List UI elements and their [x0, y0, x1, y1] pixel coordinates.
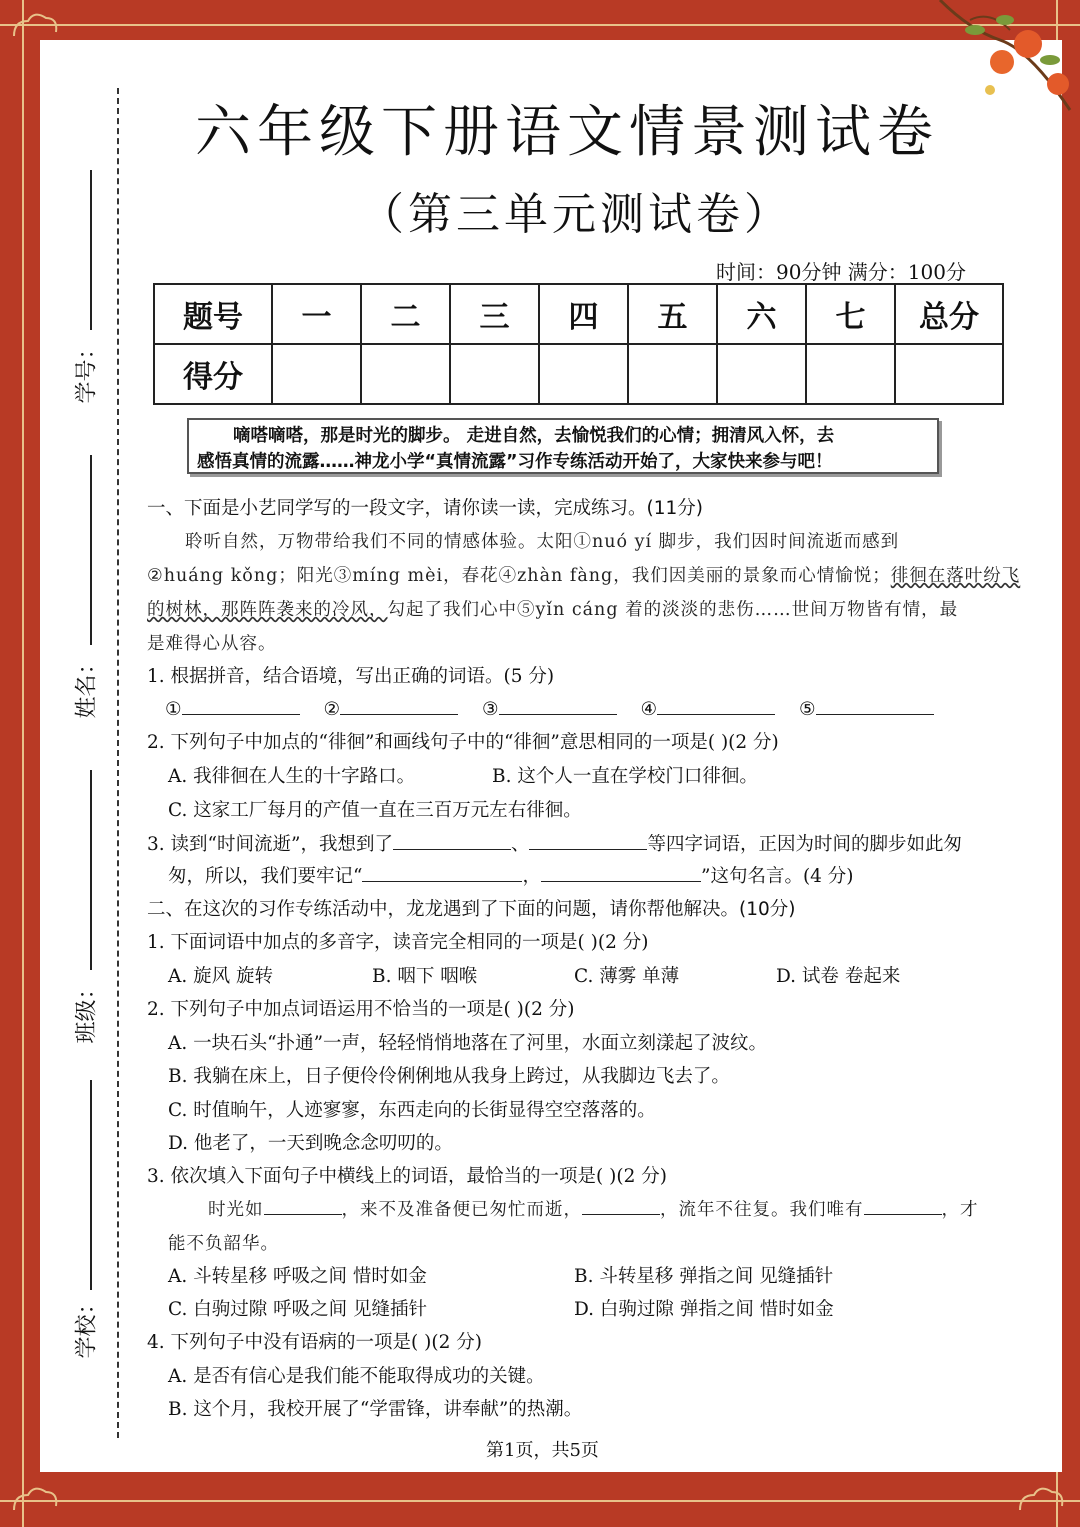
section2-heading: 二、在这次的习作专练活动中，龙龙遇到了下面的问题，请你帮他解决。(10分): [147, 899, 796, 920]
intro-line: 感悟真情的流露……神龙小学“真情流露”习作专练活动开始了，大家快来参与吧！: [197, 452, 833, 472]
option-c: C. 白驹过隙 呼吸之间 见缝插针: [168, 1299, 428, 1320]
option-b: B. 我躺在床上，日子便伶伶俐俐地从我身上跨过，从我脚边飞去了。: [168, 1066, 730, 1087]
table-cell: 总分: [895, 284, 1003, 344]
question-text: 3. 依次填入下面句子中横线上的词语，最恰当的一项是( )(2 分): [147, 1166, 667, 1187]
option-c: C. 时值晌午，人迹寥寥，东西走向的长街显得空空落落的。: [168, 1100, 656, 1121]
separator: ，: [522, 866, 541, 887]
score-table-header-row: [154, 284, 1003, 344]
gold-border-bottom: [0, 1500, 1080, 1502]
answer-blanks-row: [165, 696, 934, 720]
fill-sentence: [208, 1196, 979, 1221]
answer-blank[interactable]: [340, 696, 458, 715]
answer-blank[interactable]: [657, 696, 775, 715]
page-subtitle: （第三单元测试卷）: [360, 189, 792, 240]
table-cell: 三: [450, 284, 539, 344]
answer-blank[interactable]: [264, 1196, 342, 1215]
answer-blank[interactable]: [816, 696, 934, 715]
score-input-cell[interactable]: [628, 344, 717, 404]
student-id-label: 学号：: [74, 337, 100, 404]
score-input-cell[interactable]: [272, 344, 361, 404]
question-part: 3. 读到“时间流逝”，我想到了: [147, 834, 393, 855]
passage-line: [147, 562, 1020, 587]
sentence-part: ，才: [941, 1200, 979, 1220]
underlined-text: 的树林，那阵阵袭来的冷风，: [147, 600, 388, 620]
page-number: 第1页，共5页: [486, 1440, 599, 1461]
cloud-ornament-icon: [4, 1480, 64, 1520]
passage-line: [147, 596, 958, 621]
option-a: A. 旋风 旋转: [168, 966, 274, 987]
question-part: 匆，所以，我们要牢记“: [168, 866, 363, 887]
answer-blank[interactable]: [182, 696, 300, 715]
option-b: B. 这个人一直在学校门口徘徊。: [492, 766, 758, 787]
score-table: [153, 283, 1004, 405]
sentence-part: ，流年不往复。我们唯有: [660, 1200, 864, 1220]
question-text: 1. 根据拼音，结合语境，写出正确的词语。(5 分): [147, 666, 555, 687]
option-b: B. 斗转星移 弹指之间 见缝插针: [574, 1266, 834, 1287]
option-a: A. 一块石头“扑通”一声，轻轻悄悄地落在了河里，水面立刻漾起了波纹。: [168, 1033, 768, 1054]
option-d: D. 试卷 卷起来: [776, 966, 901, 987]
question-text: 2. 下列句子中加点的“徘徊”和画线句子中的“徘徊”意思相同的一项是( )(2 分): [147, 732, 779, 753]
sentence-part: 时光如: [208, 1200, 264, 1220]
option-a: A. 斗转星移 呼吸之间 惜时如金: [168, 1266, 427, 1287]
table-cell: 一: [272, 284, 361, 344]
score-input-cell[interactable]: [539, 344, 628, 404]
question-text: 2. 下列句子中加点词语运用不恰当的一项是( )(2 分): [147, 999, 575, 1020]
answer-blank[interactable]: [864, 1196, 942, 1215]
option-d: D. 他老了，一天到晚念念叨叨的。: [168, 1133, 453, 1154]
passage-text: ②huáng kǒng；阳光③míng mèi，春花④zhàn fàng，我们因美丽的景象而心情愉悦；: [147, 566, 891, 586]
score-input-cell[interactable]: [717, 344, 806, 404]
question-part: ”这句名言。(4 分): [700, 866, 854, 887]
class-line: [90, 770, 92, 970]
table-cell: 六: [717, 284, 806, 344]
blank-number: ④: [640, 699, 658, 720]
section1-heading: 一、下面是小艺同学写的一段文字，请你读一读，完成练习。(11分): [147, 498, 703, 519]
answer-blank[interactable]: [529, 831, 647, 850]
answer-blank[interactable]: [362, 863, 522, 882]
gold-border-top: [0, 24, 1080, 26]
school-label: 学校：: [74, 1292, 100, 1359]
blank-number: ③: [481, 699, 499, 720]
question-text: 1. 下面词语中加点的多音字，读音完全相同的一项是( )(2 分): [147, 932, 649, 953]
class-label: 班级：: [74, 977, 100, 1044]
score-input-cell[interactable]: [450, 344, 539, 404]
table-cell: 得分: [154, 344, 272, 404]
blank-number: ②: [323, 699, 341, 720]
passage-line: 聆听自然，万物带给我们不同的情感体验。太阳①nuó yí 脚步，我们因时间流逝而感到: [185, 532, 900, 552]
score-input-cell[interactable]: [806, 344, 895, 404]
question-text: [147, 830, 962, 856]
name-label: 姓名：: [74, 652, 100, 719]
sentence-part: ，来不及准备便已匆忙而逝，: [341, 1200, 582, 1220]
table-cell: 二: [361, 284, 450, 344]
intro-box: [187, 418, 939, 474]
option-b: B. 咽下 咽喉: [372, 966, 478, 987]
name-line: [90, 455, 92, 645]
intro-line: 嘀嗒嘀嗒，那是时光的脚步。 走进自然，去愉悦我们的心情；拥清风入怀，去: [233, 426, 835, 446]
blank-number: ①: [165, 699, 182, 720]
score-input-cell[interactable]: [895, 344, 1003, 404]
blank-number: ⑤: [798, 699, 816, 720]
binding-dashed-line: [117, 88, 119, 1438]
question-part: 等四字词语，正因为时间的脚步如此匆: [647, 834, 962, 855]
question-text: [168, 862, 854, 888]
option-a: A. 我徘徊在人生的十字路口。: [168, 766, 416, 787]
score-table-score-row: [154, 344, 1003, 404]
cloud-ornament-icon: [1010, 1480, 1070, 1520]
question-text: 4. 下列句子中没有语病的一项是( )(2 分): [147, 1332, 482, 1353]
exam-paper: [40, 40, 1062, 1472]
page-title: 六年级下册语文情景测试卷: [195, 100, 939, 165]
option-c: C. 薄雾 单薄: [574, 966, 680, 987]
score-input-cell[interactable]: [361, 344, 450, 404]
fill-sentence: 能不负韶华。: [168, 1234, 279, 1254]
answer-blank[interactable]: [541, 863, 701, 882]
table-cell: 四: [539, 284, 628, 344]
persimmon-branch-icon: [930, 0, 1080, 120]
answer-blank[interactable]: [393, 831, 511, 850]
table-cell: 五: [628, 284, 717, 344]
table-cell: 题号: [154, 284, 272, 344]
time-score-info: 时间：90分钟 满分：100分: [716, 260, 966, 284]
answer-blank[interactable]: [499, 696, 617, 715]
answer-blank[interactable]: [582, 1196, 660, 1215]
school-line: [90, 1080, 92, 1290]
table-cell: 七: [806, 284, 895, 344]
underlined-text: 徘徊在落叶纷飞: [890, 566, 1021, 586]
option-d: D. 白驹过隙 弹指之间 惜时如金: [574, 1299, 834, 1320]
option-b: B. 这个月，我校开展了“学雷锋，讲奉献”的热潮。: [168, 1399, 583, 1420]
option-a: A. 是否有信心是我们能不能取得成功的关键。: [168, 1366, 545, 1387]
gold-border-left: [22, 0, 24, 1527]
passage-line: 是难得心从容。: [147, 634, 277, 654]
option-c: C. 这家工厂每月的产值一直在三百万元左右徘徊。: [168, 800, 582, 821]
student-id-line: [90, 170, 92, 330]
passage-text: 勾起了我们心中⑤yǐn cáng 着的淡淡的悲伤……世间万物皆有情，最: [387, 600, 959, 620]
separator: 、: [510, 834, 530, 855]
